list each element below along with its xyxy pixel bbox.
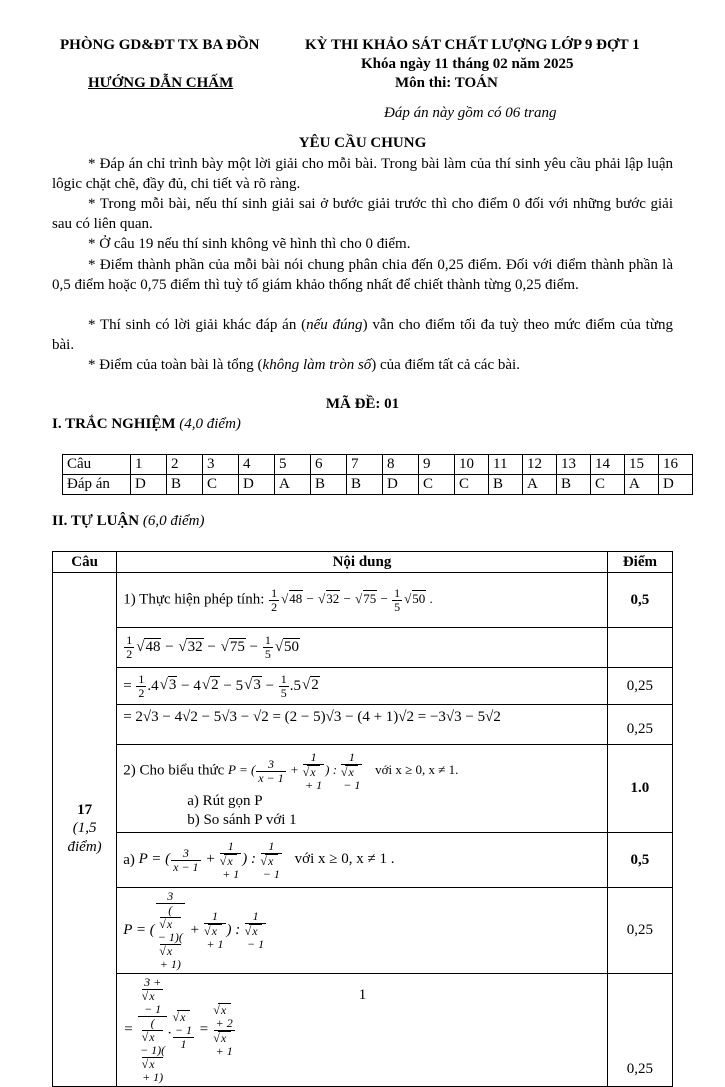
expr-task2: P = ( $\frac{3}{x - 1}$ + 1 √ x + 1 ) : 1 √ x − 1 [228,762,363,777]
mc-answer-15: A [625,475,659,495]
mc-question-9: 9 [419,455,455,475]
mc-answer-16: D [659,475,693,495]
task2-part-a: a) Rút gọn P [187,793,263,809]
row-step1: $\frac{1}{2}$ √ 48 − √ 32 − √ 75 − $\frac{1}{5}$ √ 50 [117,628,608,668]
section2-heading: II. TỰ LUẬN (6,0 điểm) [52,513,205,529]
mc-answer-row: Đáp án D B C D A B B D C C B A B C A D [63,475,693,495]
mc-answer-9: C [419,475,455,495]
mc-question-7: 7 [347,455,383,475]
mc-question-8: 8 [383,455,419,475]
mc-question-row: Câu 1 2 3 4 5 6 7 8 9 10 11 12 13 14 15 16 [63,455,693,475]
exam-title: KỲ THI KHẢO SÁT CHẤT LƯỢNG LỚP 9 ĐỢT 1 [305,37,640,53]
mc-answer-10: C [455,475,489,495]
general-title: YÊU CẦU CHUNG [298,135,427,151]
col-header-question: Câu [53,552,117,573]
col-header-score: Điểm [607,552,672,573]
col-header-content: Nội dung [117,552,608,573]
mc-question-5: 5 [275,455,311,475]
general-p1: * Đáp án chỉ trình bày một lời giải cho mỗi bài. Trong bài làm của thí sinh yêu cầu phải lập luận lôgic chặt chẽ, đầy đủ, chi tiết và rõ ràng. [52,156,673,192]
expr-task1: $\frac{1}{2}$ √ 48 − √ 32 − √ 75 − $\frac{1}{5}$ √ 50 . [268,591,433,606]
row-part-a-step1: P = ( 3 ( √ x − 1)( √ x + 1) + 1 √ x + 1 ) : 1 √ x − 1 [117,888,608,974]
mc-answer-13: B [557,475,591,495]
mc-answer-8: D [383,475,419,495]
row-step2: = $\frac{1}{2}$ .4√ 3 − 4√ 2 − 5√ 3 − $\frac{1}{5}$ .5√ 2 [117,668,608,705]
section1-heading: I. TRẮC NGHIỆM (4,0 điểm) [52,416,241,432]
mc-answer-6: B [311,475,347,495]
mc-answer-12: A [523,475,557,495]
general-p6: * Điểm của toàn bài là tổng (không làm tròn số) của điểm tất cả các bài. [88,357,520,373]
task2-part-b: b) So sánh P với 1 [187,812,297,828]
score-task1: 0,5 [607,573,672,628]
essay-table [52,551,673,1087]
mc-question-1: 1 [131,455,167,475]
pages-note: Đáp án này gồm có 06 trang [384,105,557,121]
question-cell [53,573,117,1087]
row-task1: 1) Thực hiện phép tính: $\frac{1}{2}$ √ 48 − √ 32 − √ 75 − $\frac{1}{5}$ √ 50 . [117,573,608,628]
row-step3: = 2√3 − 4√2 − 5√3 − √2 = (2 − 5)√3 − (4 + 1)√2 = −3√3 − 5√2 [117,705,608,745]
mc-question-3: 3 [203,455,239,475]
mc-question-6: 6 [311,455,347,475]
mc-question-4: 4 [239,455,275,475]
mc-question-13: 13 [557,455,591,475]
mc-question-16: 16 [659,455,693,475]
subject: Môn thi: TOÁN [395,75,498,91]
mc-answer-3: C [203,475,239,495]
score-part-a: 0,5 [607,833,672,888]
mc-answer-11: B [489,475,523,495]
page-number: 1 [358,987,367,1003]
score-task2: 1.0 [607,745,672,833]
mc-question-10: 10 [455,455,489,475]
score-part-a-step2: 0,25 [607,974,672,1087]
score-step3: 0,25 [607,705,672,745]
mc-question-15: 15 [625,455,659,475]
exam-date: Khóa ngày 11 tháng 02 năm 2025 [361,56,574,72]
score-step1 [607,628,672,668]
general-p2: * Trong mỗi bài, nếu thí sinh giải sai ở bước giải trước thì cho điểm 0 đối với những bước giải sau có liên quan. [52,196,673,232]
general-p5: * Thí sinh có lời giải khác đáp án (nếu đúng) vẫn cho điểm tối đa tuỳ theo mức điểm của từng bài. [52,317,673,353]
mc-question-2: 2 [167,455,203,475]
row-part-a-step2: = 3 + √ x − 1 ( √ x − 1)( √ x + 1) . √ x − 1 1 = √ x + 2 √ x + 1 [117,974,608,1087]
mc-question-12: 12 [523,455,557,475]
row-task2: 2) Cho biểu thức P = ( $\frac{3}{x - 1}$ + 1 √ x + 1 ) : 1 √ x − 1 với x ≥ 0, x ≠ 1. a) Rút gọn P b) So sánh P với 1 [117,745,608,833]
question-number: 17 [77,802,93,818]
mc-answer-5: A [275,475,311,495]
mc-answer-7: B [347,475,383,495]
score-step2: 0,25 [607,668,672,705]
mc-answer-1: D [131,475,167,495]
mc-question-11: 11 [489,455,523,475]
mc-answer-4: D [239,475,275,495]
mc-answer-14: C [591,475,625,495]
doc-type: HƯỚNG DẪN CHẤM [88,75,234,91]
general-p3: * Ở câu 19 nếu thí sinh không vẽ hình thì cho 0 điểm. [88,236,411,252]
mc-answer-table [62,454,693,495]
score-part-a-step1: 0,25 [607,888,672,974]
dept-name: PHÒNG GD&ĐT TX BA ĐỒN [60,37,260,53]
mc-answer-2: B [167,475,203,495]
exam-code: MÃ ĐỀ: 01 [325,396,400,412]
row-part-a: a) P = ( $\frac{3}{x - 1}$ + 1 √ x + 1 ) : 1 √ x − 1 với x ≥ 0, x ≠ 1 . [117,833,608,888]
question-points: (1,5 điểm) [67,820,102,855]
mc-question-14: 14 [591,455,625,475]
general-p4: * Điểm thành phần của mỗi bài nói chung phân chia đến 0,25 điểm. Đối với điểm thành phần là 0,5 điểm hoặc 0,75 điểm thì tuỳ tổ giám khảo thống nhất để chiết thành từng 0,25 điểm. [52,257,673,293]
